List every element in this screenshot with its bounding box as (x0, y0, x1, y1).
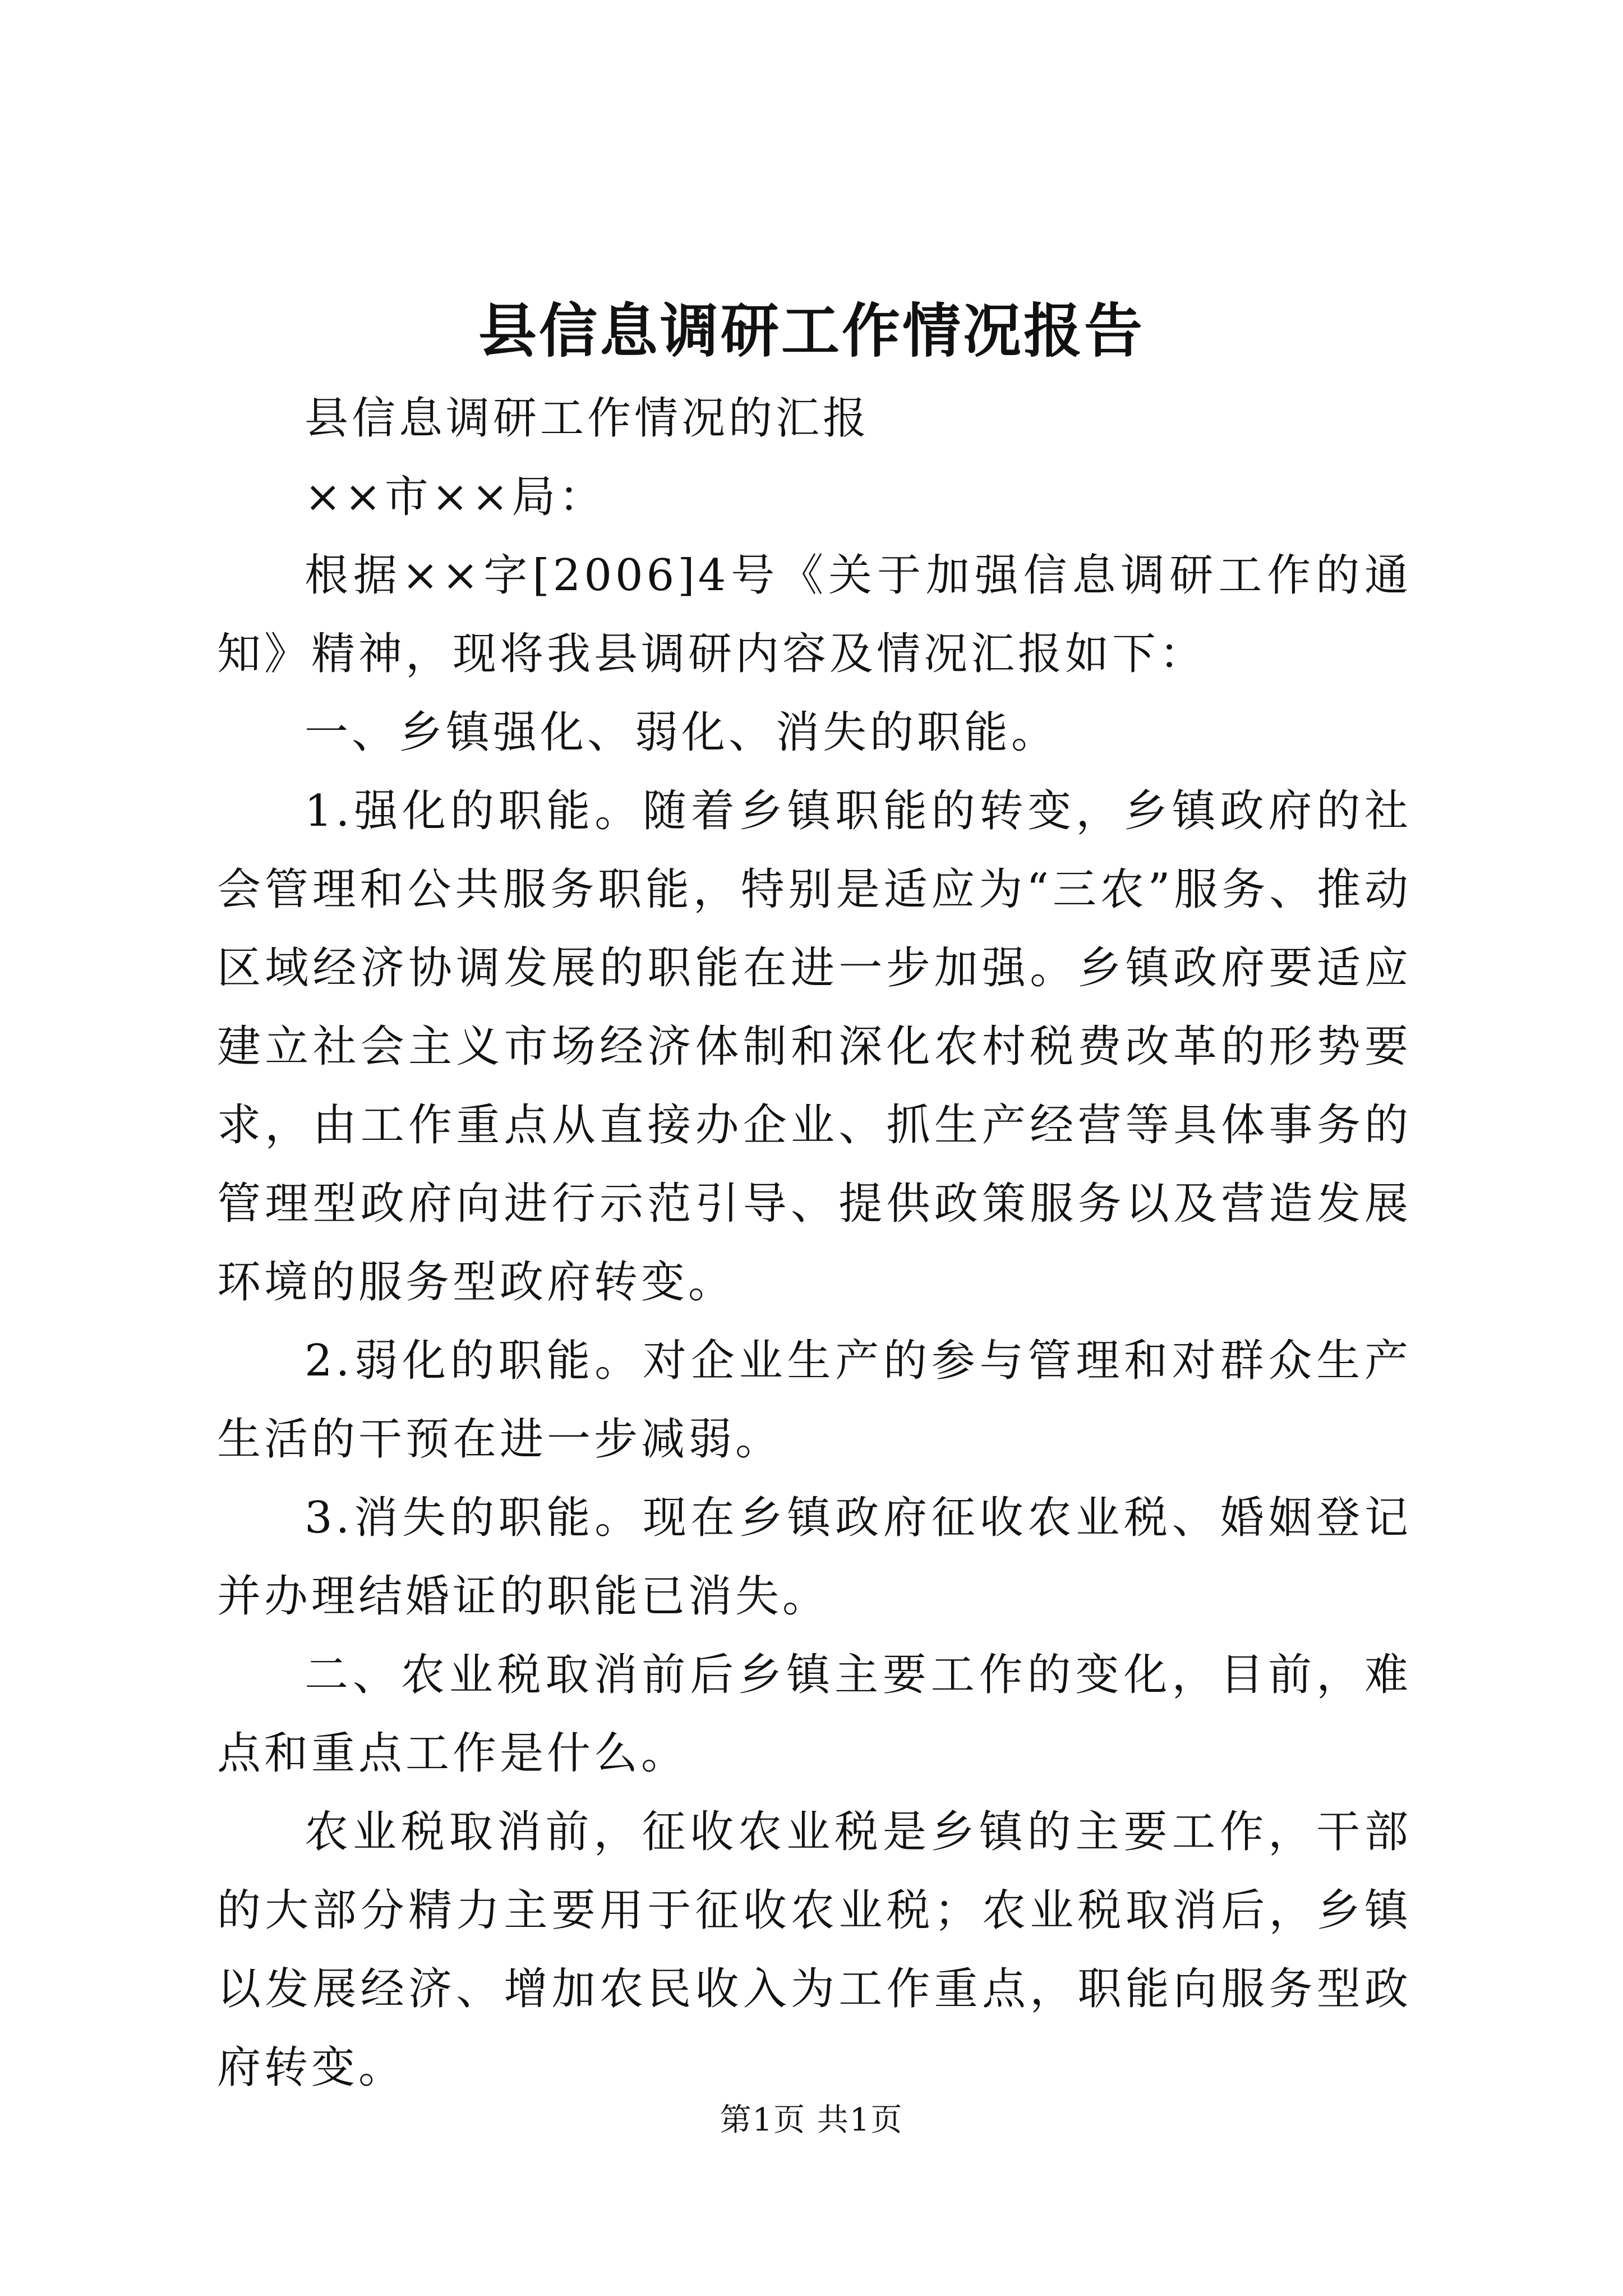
paragraph-addressee: ××市××局： (305, 472, 606, 522)
paragraph-vanished-functions: 3.消失的职能。现在乡镇政府征收农业税、婚姻登记并办理结婚证的职能已消失。 (217, 1493, 1412, 1622)
paragraph-section-2-heading: 二、农业税取消前后乡镇主要工作的变化，目前，难点和重点工作是什么。 (217, 1650, 1412, 1779)
document-title: 县信息调研工作情况报告 (478, 296, 1145, 365)
document-body (217, 379, 1412, 2107)
paragraph-strengthened-functions: 1.强化的职能。随着乡镇职能的转变，乡镇政府的社会管理和公共服务职能，特别是适应为“三农”服务、推动区域经济协调发展的职能在进一步加强。乡镇政府要适应建立社会主义市场经济体制和深化农村税费改革的形势要求，由工作重点从直接办企业、抓生产经营等具体事务的管理型政府向进行示范引导、提供政策服务以及营造发展环境的服务型政府转变。 (217, 786, 1412, 1308)
paragraph-tax-change: 农业税取消前，征收农业税是乡镇的主要工作，干部的大部分精力主要用于征收农业税；农业税取消后，乡镇以发展经济、增加农民收入为工作重点，职能向服务型政府转变。 (217, 1807, 1412, 2093)
paragraph-weakened-functions: 2.弱化的职能。对企业生产的参与管理和对群众生产生活的干预在进一步减弱。 (217, 1336, 1412, 1465)
paragraph-section-1-heading: 一、乡镇强化、弱化、消失的职能。 (305, 707, 1059, 758)
paragraph-intro: 根据××字[2006]4号《关于加强信息调研工作的通知》精神，现将我县调研内容及情况汇报如下： (217, 550, 1412, 679)
paragraph-subtitle: 县信息调研工作情况的汇报 (305, 393, 870, 444)
page-footer: 第1页 共1页 (720, 2102, 903, 2138)
